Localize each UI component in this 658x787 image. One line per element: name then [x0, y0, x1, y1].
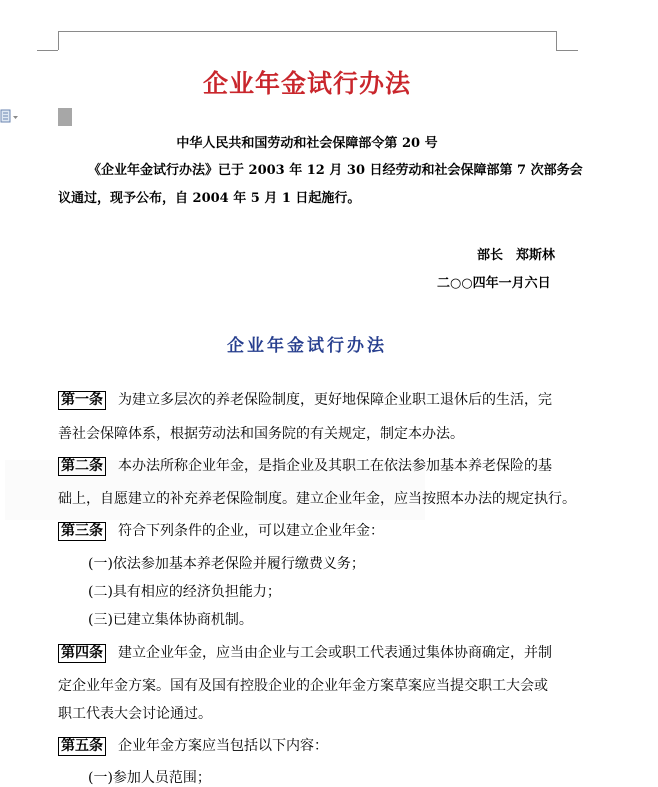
article-label: 第二条 — [58, 457, 106, 476]
intro-line-1: 《企业年金试行办法》已于 2003 年 12 月 30 日经劳动和社会保障部第 7 次部务会 — [88, 163, 583, 178]
page-crop-mark-right-h — [556, 50, 578, 51]
list-item: (一)参加人员范围； — [88, 770, 211, 786]
document-title: 企业年金试行办法 — [202, 69, 411, 98]
decree-date: 二○○四年一月六日 — [437, 276, 551, 291]
article-text: 本办法所称企业年金，是指企业及其职工在依法参加基本养老保险的基 — [118, 458, 552, 474]
article-5 — [58, 735, 328, 756]
article-label: 第三条 — [58, 522, 106, 541]
list-item: (二)具有相应的经济负担能力； — [88, 584, 281, 600]
article-text: 为建立多层次的养老保险制度，更好地保障企业职工退休后的生活，完 — [118, 392, 552, 408]
article-4-line-3: 职工代表大会讨论通过。 — [58, 706, 212, 722]
list-item: (一)依法参加基本养老保险并履行缴费义务； — [88, 556, 365, 572]
article-label: 第五条 — [58, 737, 106, 756]
article-text: 企业年金方案应当包括以下内容： — [118, 738, 328, 754]
article-1-line-2: 善社会保障体系，根据劳动法和国务院的有关规定，制定本办法。 — [58, 426, 464, 442]
page-crop-mark-top — [58, 31, 556, 32]
page-crop-mark-left — [58, 31, 59, 50]
intro-line-2: 议通过，现予公布，自 2004 年 5 月 1 日起施行。 — [58, 191, 361, 206]
article-label: 第一条 — [58, 391, 106, 410]
page-crop-mark-right — [556, 31, 557, 50]
article-2-line-2: 础上，自愿建立的补充养老保险制度。建立企业年金，应当按照本办法的规定执行。 — [58, 491, 576, 507]
article-4 — [58, 642, 552, 663]
article-4-line-2: 定企业年金方案。国有及国有控股企业的企业年金方案草案应当提交职工大会或 — [58, 678, 548, 694]
selection-marker — [58, 108, 72, 126]
article-text: 建立企业年金，应当由企业与工会或职工代表通过集体协商确定，并制 — [118, 645, 552, 661]
article-text: 符合下列条件的企业，可以建立企业年金： — [118, 523, 384, 539]
article-3 — [58, 520, 384, 541]
section-subtitle: 企业年金试行办法 — [227, 336, 387, 356]
list-item: (三)已建立集体协商机制。 — [88, 612, 253, 628]
signature: 部长 郑斯林 — [477, 248, 556, 263]
article-label: 第四条 — [58, 644, 106, 663]
page-crop-mark-left-h — [37, 50, 58, 51]
paragraph-options-icon[interactable] — [0, 108, 16, 126]
article-1 — [58, 389, 552, 410]
decree-number: 中华人民共和国劳动和社会保障部令第 20 号 — [176, 136, 438, 151]
article-2 — [58, 455, 552, 476]
